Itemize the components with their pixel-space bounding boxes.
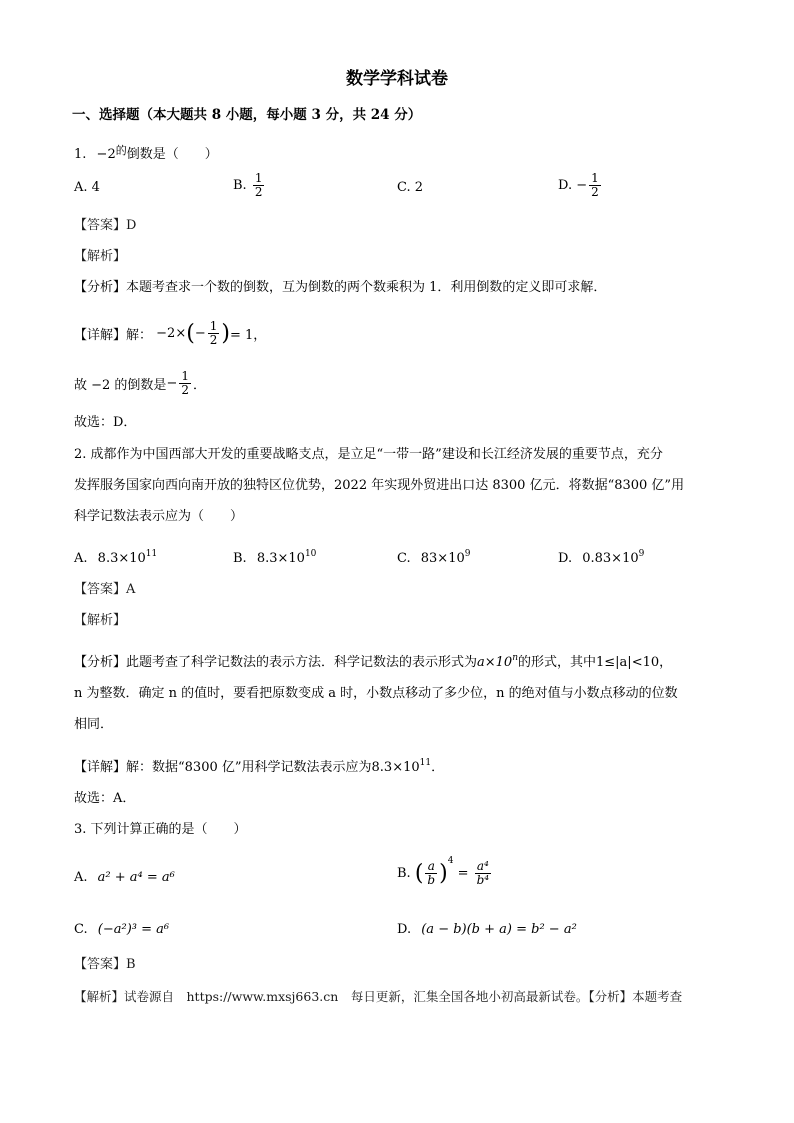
- q2-option-b-base: 8.3×10: [256, 551, 305, 566]
- section-heading: 一、选择题（本大题共 8 小题，每小题 3 分，共 24 分）: [72, 107, 422, 123]
- q1-conclusion: [74, 370, 206, 397]
- q1-xiangjie-post: = 1，: [229, 328, 267, 343]
- q3-option-a-label: A.: [74, 870, 88, 885]
- fraction-numerator: 1: [181, 369, 189, 383]
- q3-option-c: [74, 922, 169, 938]
- q1-option-d-sign: −: [576, 178, 588, 193]
- page-title: 数学学科试卷: [346, 69, 448, 89]
- q3-answer: 【答案】B: [74, 957, 136, 972]
- q3-option-b-exp: 4: [447, 856, 454, 866]
- q2-option-b-label: B.: [233, 551, 247, 566]
- q2-stem-line2: 发挥服务国家向西向南开放的独特区位优势，2022 年实现外贸进出口达 8300 亿元．将数据“8300 亿”用: [74, 478, 685, 493]
- q1-option-c: C. 2: [397, 180, 424, 195]
- q1-de: 的: [115, 144, 127, 157]
- q2-answer: 【答案】A: [74, 582, 136, 597]
- q1-xiangjie-label: 【详解】解：: [74, 328, 153, 343]
- q3-option-b: [397, 856, 493, 887]
- q3-option-a-expr: a² + a⁴ = a⁶: [97, 870, 175, 885]
- q1-option-d-fraction: [589, 172, 601, 199]
- q2-fenxi-1a: 【分析】此题考查了科学记数法的表示方法．科学记数法的表示形式为: [74, 655, 478, 670]
- q2-select: 故选：A．: [74, 791, 136, 806]
- q3-option-c-label: C.: [74, 922, 88, 937]
- q2-stem-line1: 2. 成都作为中国西部大开发的重要战略支点，是立足“一带一路”建设和长江经济发展的重要节点，充分: [74, 447, 663, 462]
- q2-option-a-base: 8.3×10: [97, 551, 146, 566]
- q2-fenxi-expr: a×10: [477, 655, 513, 670]
- q1-option-b-fraction: [253, 172, 265, 199]
- fraction-denominator: 2: [181, 383, 189, 397]
- q2-option-a-label: A.: [74, 551, 88, 566]
- q1-option-a: A. 4: [74, 180, 100, 195]
- q1-stem: [74, 143, 218, 163]
- q2-fenxi-line3: 相同．: [74, 717, 114, 732]
- q1-option-b: [233, 172, 266, 199]
- equals-sign: =: [457, 866, 469, 881]
- q2-fenxi-range: 1≤|a|<10: [596, 655, 660, 670]
- fraction-denominator: b: [427, 873, 436, 887]
- paren-left: (: [186, 321, 195, 346]
- q2-xiangjie-post: ．: [431, 760, 445, 775]
- q1-option-b-label: B.: [233, 178, 247, 193]
- q2-option-d-base: 0.83×10: [582, 551, 639, 566]
- q3-option-d-label: D.: [397, 922, 412, 937]
- q2-option-a: [74, 546, 157, 567]
- q1-conclusion-pre: 故 −2 的倒数是: [74, 378, 167, 393]
- paren-right: ): [439, 861, 448, 886]
- q1-xiangjie-fraction: [208, 320, 220, 347]
- q2-fenxi-line2: n 为整数．确定 n 的值时，要看把原数变成 a 时，小数点移动了多少位，n 的绝对值与小数点移动的位数: [74, 686, 678, 701]
- q2-xiangjie-pre: 【详解】解：数据“8300 亿”用科学记数法表示应为: [74, 760, 372, 775]
- q2-option-c: [397, 546, 470, 567]
- q2-fenxi-1c: ，: [659, 655, 673, 670]
- fraction-denominator: 2: [591, 185, 599, 199]
- q1-answer: 【答案】D: [74, 218, 137, 233]
- q3-option-d: [397, 922, 577, 938]
- q3-option-c-expr: (−a²)³ = a⁶: [97, 922, 170, 937]
- q2-stem-line3: 科学记数法表示应为（ ）: [74, 509, 244, 524]
- q1-analysis-label: 【解析】: [74, 249, 127, 264]
- fraction-numerator: a⁴: [475, 860, 492, 874]
- q2-fenxi-line1: [74, 650, 672, 671]
- q1-xiangjie-pre: −2×: [156, 326, 187, 341]
- fraction-denominator: 2: [254, 185, 263, 199]
- q1-number: 1.: [74, 147, 87, 162]
- q2-xiangjie-exp: 11: [419, 758, 432, 768]
- q2-xiangjie-base: 8.3×10: [371, 760, 420, 775]
- q1-expr: −2: [96, 147, 116, 162]
- q2-option-b-exp: 10: [304, 549, 317, 559]
- fraction-numerator: 1: [254, 171, 263, 185]
- q3-option-b-label: B.: [397, 866, 411, 881]
- q1-option-d-label: D.: [558, 178, 573, 193]
- q1-fenxi: 【分析】本题考查求一个数的倒数，互为倒数的两个数乘积为 1．利用倒数的定义即可求解．: [74, 280, 607, 295]
- fraction-denominator: b⁴: [476, 873, 490, 887]
- q1-select: 故选：D．: [74, 415, 137, 430]
- q3-stem: 3. 下列计算正确的是（ ）: [74, 822, 247, 837]
- q2-option-b: [233, 546, 316, 567]
- q2-fenxi-exp: n: [512, 653, 518, 663]
- q3-option-a: [74, 870, 175, 886]
- q2-option-c-base: 83×10: [420, 551, 465, 566]
- q1-xiangjie: [74, 320, 266, 347]
- q2-option-c-exp: 9: [464, 549, 471, 559]
- fraction-numerator: 1: [209, 319, 218, 333]
- q1-conclusion-fraction: [179, 370, 191, 397]
- q2-option-c-label: C.: [397, 551, 411, 566]
- q1-xiangjie-sign: −: [194, 326, 206, 341]
- q1-conclusion-post: ．: [192, 378, 206, 393]
- q3-option-b-result: [475, 860, 492, 887]
- paren-right: ): [221, 321, 230, 346]
- fraction-numerator: 1: [591, 171, 599, 185]
- q2-option-d: [558, 546, 644, 567]
- q2-option-d-exp: 9: [638, 549, 645, 559]
- q2-option-d-label: D.: [558, 551, 573, 566]
- fraction-denominator: 2: [209, 333, 218, 347]
- q2-option-a-exp: 11: [145, 549, 158, 559]
- q1-option-d: [558, 172, 603, 199]
- q3-footer-analysis: 【解析】试卷源自 https://www.mxsj663.cn 每日更新，汇集全国各地小初高最新试卷。【分析】本题考查: [74, 989, 683, 1004]
- paren-left: (: [414, 861, 424, 886]
- fraction-numerator: a: [425, 860, 437, 874]
- q3-option-b-fraction: [425, 860, 437, 887]
- q1-stem-text: 倒数是（ ）: [126, 147, 218, 162]
- q2-fenxi-1b: 的形式，其中: [518, 655, 597, 670]
- q3-option-d-expr: (a − b)(b + a) = b² − a²: [421, 922, 577, 937]
- q2-xiangjie: [74, 755, 444, 776]
- q1-conclusion-sign: −: [166, 376, 178, 391]
- q2-analysis-label: 【解析】: [74, 613, 127, 628]
